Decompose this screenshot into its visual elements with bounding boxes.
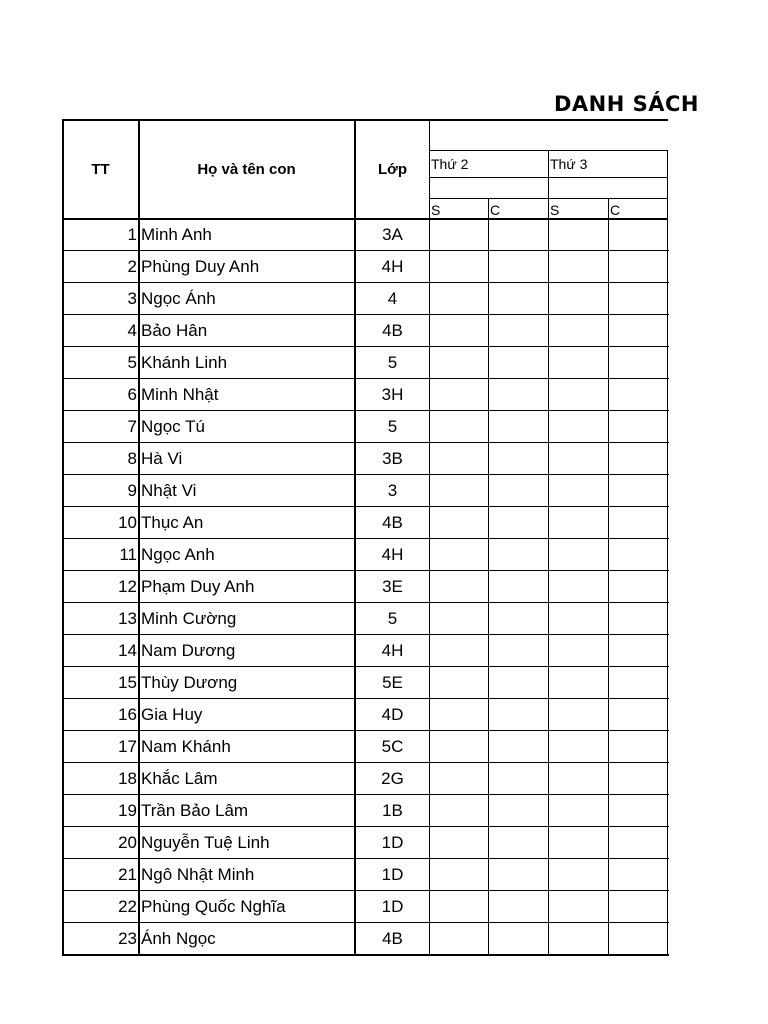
- grid-line-horizontal: [62, 119, 668, 121]
- grid-line-horizontal: [429, 177, 668, 178]
- child-name: Nam Dương: [141, 641, 236, 660]
- header-session-2: C: [490, 202, 501, 218]
- row-number: 21: [118, 865, 137, 884]
- child-name: Ngọc Anh: [141, 545, 215, 564]
- row-number: 18: [118, 769, 137, 788]
- class-name: 4H: [381, 545, 404, 564]
- grid-line-horizontal: [62, 250, 669, 251]
- class-name: 2G: [381, 769, 404, 788]
- class-name: 4B: [382, 929, 403, 948]
- row-number: 23: [118, 929, 137, 948]
- child-name: Trần Bảo Lâm: [141, 801, 249, 820]
- row-number: 6: [127, 385, 137, 404]
- child-name: Minh Anh: [141, 225, 212, 244]
- child-name: Hà Vi: [141, 449, 183, 468]
- child-name: Ngọc Ánh: [141, 289, 216, 308]
- class-name: 3B: [382, 449, 403, 468]
- class-name: 5: [387, 353, 398, 372]
- row-number: 3: [127, 289, 137, 308]
- row-number: 16: [118, 705, 137, 724]
- row-number: 1: [127, 225, 137, 244]
- child-name: Ngô Nhật Minh: [141, 865, 255, 884]
- grid-line-horizontal: [62, 378, 669, 379]
- child-name: Khắc Lâm: [141, 769, 218, 788]
- grid-line-horizontal: [62, 282, 669, 283]
- row-number: 12: [118, 577, 137, 596]
- child-name: Nhật Vi: [141, 481, 197, 500]
- grid-line-horizontal: [429, 198, 668, 199]
- class-name: 1B: [382, 801, 403, 820]
- grid-line-horizontal: [62, 762, 669, 763]
- row-number: 13: [118, 609, 137, 628]
- child-name: Phạm Duy Anh: [141, 577, 255, 596]
- grid-line-horizontal: [62, 890, 669, 891]
- child-name: Khánh Linh: [141, 353, 228, 372]
- class-name: 4H: [381, 257, 404, 276]
- class-name: 5: [387, 417, 398, 436]
- grid-line-horizontal: [62, 922, 669, 923]
- row-number: 9: [127, 481, 137, 500]
- child-name: Bảo Hân: [141, 321, 208, 340]
- header-day-1: Thứ 2: [431, 156, 469, 172]
- class-name: 3H: [381, 385, 404, 404]
- grid-line-horizontal: [62, 826, 669, 827]
- header-session-4: C: [610, 202, 621, 218]
- grid-line-horizontal: [62, 666, 669, 667]
- row-number: 5: [127, 353, 137, 372]
- class-name: 3A: [382, 225, 403, 244]
- grid-line-vertical: [608, 198, 609, 956]
- child-name: Minh Cường: [141, 609, 237, 628]
- class-name: 5E: [382, 673, 403, 692]
- class-name: 5C: [381, 737, 404, 756]
- row-number: 2: [127, 257, 137, 276]
- class-name: 4D: [381, 705, 404, 724]
- grid-line-horizontal: [62, 506, 669, 507]
- row-number: 14: [118, 641, 137, 660]
- class-name: 4H: [381, 641, 404, 660]
- grid-line-horizontal: [62, 794, 669, 795]
- page-title: DANH SÁCH: [554, 92, 700, 116]
- class-name: 1D: [381, 865, 404, 884]
- grid-line-horizontal: [62, 730, 669, 731]
- grid-line-horizontal: [62, 442, 669, 443]
- child-name: Ánh Ngọc: [141, 929, 216, 948]
- grid-line-horizontal: [62, 314, 669, 315]
- grid-line-horizontal: [62, 538, 669, 539]
- grid-line-vertical: [488, 198, 489, 956]
- class-name: 4B: [382, 513, 403, 532]
- row-number: 8: [127, 449, 137, 468]
- grid-line-horizontal: [62, 634, 669, 635]
- grid-line-horizontal: [62, 602, 669, 603]
- header-class: Lớp: [378, 160, 407, 178]
- class-name: 5: [387, 609, 398, 628]
- header-name: Họ và tên con: [197, 160, 296, 178]
- grid-line-horizontal: [429, 150, 668, 151]
- class-name: 4B: [382, 321, 403, 340]
- grid-line-vertical: [548, 150, 549, 956]
- class-name: 3: [387, 481, 398, 500]
- child-name: Minh Nhật: [141, 385, 219, 404]
- grid-line-horizontal: [62, 346, 669, 347]
- child-name: Nam Khánh: [141, 737, 231, 756]
- class-name: 3E: [382, 577, 403, 596]
- child-name: Nguyễn Tuệ Linh: [141, 833, 270, 852]
- class-name: 4: [387, 289, 398, 308]
- row-number: 15: [118, 673, 137, 692]
- row-number: 20: [118, 833, 137, 852]
- header-tt: TT: [91, 160, 110, 178]
- grid-line-horizontal: [62, 698, 669, 699]
- row-number: 11: [119, 545, 137, 564]
- grid-line-horizontal: [62, 474, 669, 475]
- row-number: 10: [118, 513, 137, 532]
- grid-line-horizontal: [62, 218, 668, 220]
- row-number: 22: [118, 897, 137, 916]
- row-number: 19: [118, 801, 137, 820]
- header-day-2: Thứ 3: [550, 156, 588, 172]
- child-name: Phùng Quốc Nghĩa: [141, 897, 286, 916]
- child-name: Phùng Duy Anh: [141, 257, 260, 276]
- class-name: 1D: [381, 897, 404, 916]
- grid-line-horizontal: [62, 858, 669, 859]
- child-name: Ngọc Tú: [141, 417, 205, 436]
- child-name: Gia Huy: [141, 705, 203, 724]
- grid-line-vertical: [667, 150, 668, 956]
- row-number: 17: [118, 737, 137, 756]
- grid-line-horizontal: [62, 570, 669, 571]
- grid-line-horizontal: [62, 954, 669, 956]
- child-name: Thùy Dương: [141, 673, 238, 692]
- grid-line-horizontal: [62, 410, 669, 411]
- header-session-3: S: [550, 202, 560, 218]
- header-session-1: S: [431, 202, 441, 218]
- class-name: 1D: [381, 833, 404, 852]
- child-name: Thục An: [141, 513, 204, 532]
- row-number: 4: [127, 321, 137, 340]
- row-number: 7: [127, 417, 137, 436]
